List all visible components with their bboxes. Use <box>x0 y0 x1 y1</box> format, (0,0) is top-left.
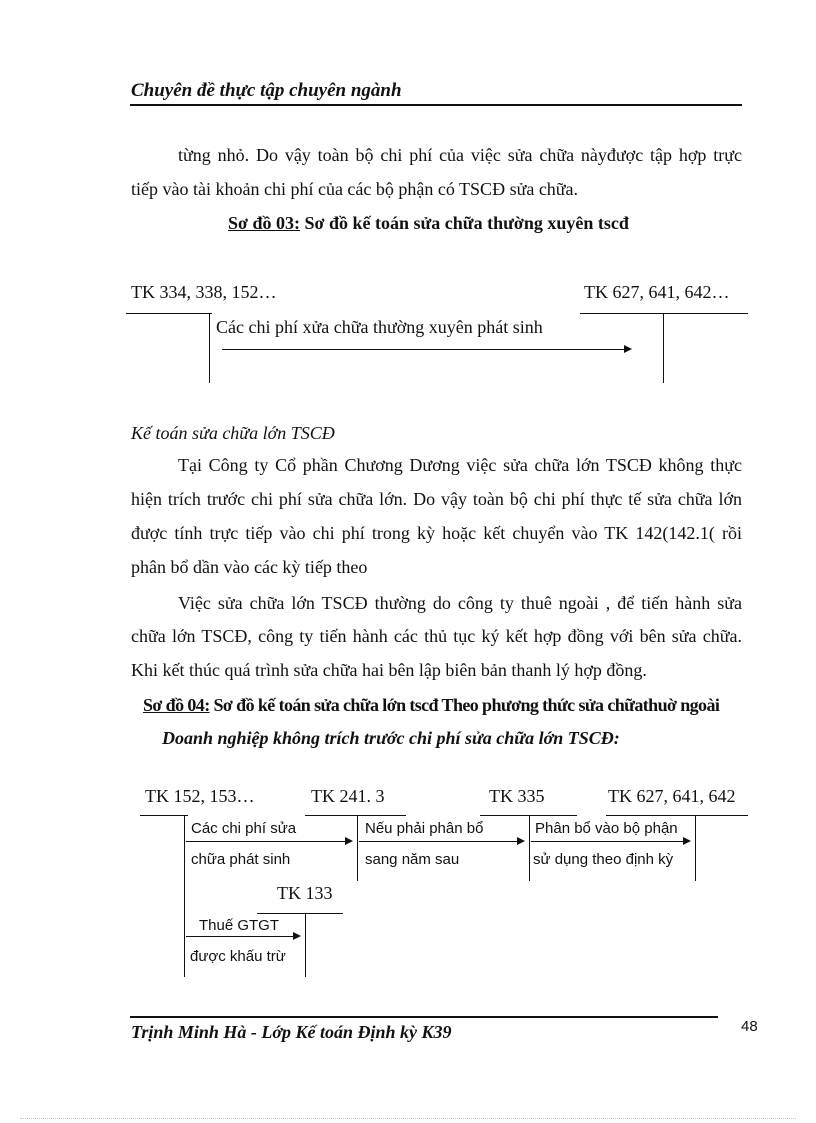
account-label-right: TK 627, 641, 642… <box>584 282 730 302</box>
section-title: Kế toán sửa chữa lớn TSCĐ <box>131 423 335 443</box>
t-account-vertical-left <box>209 313 210 383</box>
diagram-04-subheading: Doanh nghiệp không trích trước chi phí sửa chữa lớn TSCĐ: <box>162 728 620 748</box>
account-label: TK 241. 3 <box>311 786 385 806</box>
page-number: 48 <box>741 1018 758 1035</box>
flow-arrow <box>186 936 299 937</box>
t-account-vertical-right <box>663 313 664 383</box>
flow-description: Các chi phí xửa chữa thường xuyên phát sinh <box>216 317 543 337</box>
paragraph-line: phân bổ dần vào các kỳ tiếp theo <box>131 557 368 577</box>
paragraph-line: chữa lớn TSCĐ, công ty tiến hành các thủ tục ký kết hợp đồng với bên sửa chữa. <box>131 626 742 646</box>
page-header-title: Chuyên đề thực tập chuyên ngành <box>131 80 402 101</box>
footer-rule <box>130 1016 718 1018</box>
paragraph-line: Khi kết thúc quá trình sửa chữa hai bên lập biên bản thanh lý hợp đồng. <box>131 660 647 680</box>
flow-arrow <box>531 841 689 842</box>
t-account-top-left <box>126 313 212 314</box>
paragraph-line: tiếp vào tài khoản chi phí của các bộ phận có TSCĐ sửa chữa. <box>131 179 579 199</box>
step-text: Phân bổ vào bộ phận <box>535 820 678 837</box>
page-bottom-dotted-border <box>20 1118 796 1119</box>
t-account-vertical <box>695 815 696 881</box>
step-text: Nếu phải phân bổ <box>365 820 484 837</box>
t-account-vertical <box>357 815 358 881</box>
paragraph-line: Việc sửa chữa lớn TSCĐ thường do công ty thuê ngoài , để tiến hành sửa <box>178 593 742 613</box>
step-text: Thuế GTGT <box>199 917 280 934</box>
t-account-top-right <box>580 313 748 314</box>
step-text: Các chi phí sửa <box>191 820 297 837</box>
header-rule <box>130 104 742 106</box>
flow-arrow <box>186 841 351 842</box>
account-label: TK 152, 153… <box>145 786 255 806</box>
account-label: TK 627, 641, 642 <box>608 786 736 806</box>
step-text: sử dụng theo định kỳ <box>533 851 674 868</box>
step-text: sang năm sau <box>365 851 460 868</box>
step-text: được khấu trừ <box>190 948 286 965</box>
footer-author: Trịnh Minh Hà - Lớp Kế toán Định kỳ K39 <box>131 1022 452 1042</box>
t-account-top <box>257 913 343 914</box>
account-label: TK 335 <box>489 786 545 806</box>
step-text: chữa phát sinh <box>191 851 291 868</box>
flow-arrow <box>222 349 630 350</box>
t-account-vertical <box>305 913 306 977</box>
diagram-04-heading <box>143 696 719 714</box>
paragraph-line: hiện trích trước chi phí sửa chữa lớn. Do vậy toàn bộ chi phí thực tế sửa chữa lớn <box>131 489 742 509</box>
diagram-04-title: Sơ đồ kế toán sửa chữa lớn tscđ Theo phương thức sửa chữathuờ ngoài <box>209 695 720 715</box>
t-account-top <box>305 815 406 816</box>
t-account-vertical <box>529 815 530 881</box>
paragraph-line: được tính trực tiếp vào chi phí trong kỳ hoặc kết chuyển vào TK 142(142.1( rồi <box>131 523 742 543</box>
t-account-vertical <box>184 815 185 977</box>
account-label: TK 133 <box>277 883 333 903</box>
paragraph-line: Tại Công ty Cổ phần Chương Dương việc sửa chữa lớn TSCĐ không thực <box>178 455 742 475</box>
diagram-04-label: Sơ đồ 04: <box>143 695 210 715</box>
diagram-03-title: Sơ đồ kế toán sửa chữa thường xuyên tscđ <box>299 213 629 233</box>
account-label-left: TK 334, 338, 152… <box>131 282 277 302</box>
t-account-top <box>606 815 748 816</box>
paragraph-line: từng nhỏ. Do vậy toàn bộ chi phí của việc sửa chữa nàyđược tập hợp trực <box>178 145 742 165</box>
diagram-03-label: Sơ đồ 03: <box>228 213 300 233</box>
diagram-03-heading <box>228 214 629 232</box>
t-account-top <box>140 815 188 816</box>
flow-arrow <box>359 841 523 842</box>
